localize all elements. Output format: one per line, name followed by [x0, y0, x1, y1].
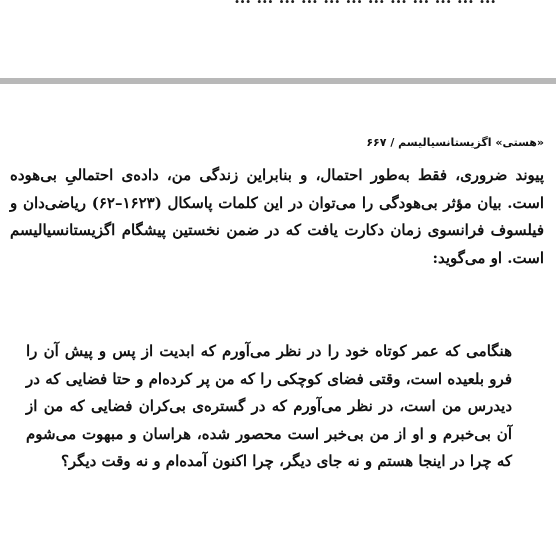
body-paragraph	[10, 162, 544, 272]
block-quote	[26, 338, 512, 476]
running-head: «هستی» اگزیستانسیالیسم / ۶۶۷	[366, 136, 544, 149]
previous-page-text	[40, 0, 496, 10]
book-page	[0, 84, 556, 555]
previous-page-fragment	[0, 0, 556, 78]
paragraph-text: پیوند ضروری، فقط به‌طور احتمال، و بنابراین زندگی من، داده‌ی احتمالیِ بی‌هوده است. بیان مؤثر بی‌هودگی را می‌توان در این کلمات پاسکال (۱۶۲۳–۶۲) ریاضی‌دان و فیلسوف فرانسوی زمان دکارت یافت که در ضمن نخستین پیشگام اگزیستانسیالیسم است. او می‌گوید:	[10, 166, 544, 267]
quote-text: هنگامی که عمر کوتاه خود را در نظر می‌آورم که ابدیت از پس و پیش آن را فرو بلعیده است، وقتی فضای کوچکی را که من پر کرده‌ام و حتا فضایی که در دیدرس من است، در نظر می‌آورم که در گستره‌ی بی‌کران فضایی که من از آن بی‌خبرم و او از من بی‌خبر است محصور شده، هراسان و مبهوت می‌شوم که چرا در اینجا هستم و نه جای دیگر، چرا اکنون آمده‌ام و نه وقت دیگر؟	[26, 342, 512, 470]
